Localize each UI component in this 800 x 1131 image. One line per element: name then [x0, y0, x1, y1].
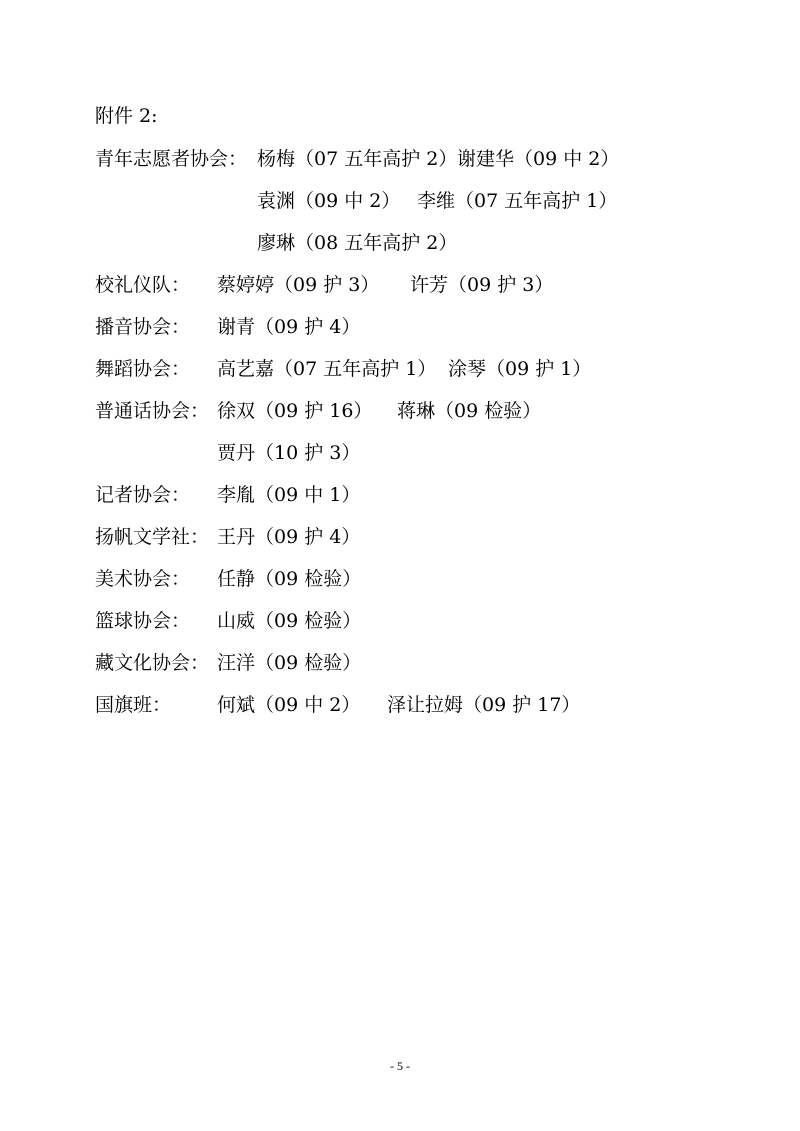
group-broadcasting	[95, 315, 735, 339]
group-fine-arts	[95, 567, 735, 591]
group-label: 青年志愿者协会：	[95, 148, 248, 170]
member: 许芳（09 护 3）	[410, 274, 554, 296]
group-literature-club	[95, 525, 735, 549]
member: 袁渊（09 中 2）	[257, 190, 401, 212]
member: 廖琳（08 五年高护 2）	[257, 232, 458, 254]
group-flag-guard	[95, 693, 735, 717]
group-journalists	[95, 483, 735, 507]
member: 贾丹（10 护 3）	[217, 442, 361, 464]
member: 任静（09 检验）	[217, 568, 362, 590]
group-tibetan-culture	[95, 651, 735, 675]
group-youth-volunteers-line-3	[95, 231, 735, 255]
page-number: - 5 -	[390, 1059, 410, 1073]
member: 谢青（09 护 4）	[217, 316, 361, 338]
group-label: 藏文化协会：	[95, 652, 210, 674]
member: 杨梅（07 五年高护 2）	[257, 148, 458, 170]
member: 王丹（09 护 4）	[217, 526, 361, 548]
attachment-title: 附件 2:	[95, 105, 158, 127]
group-youth-volunteers	[95, 147, 735, 171]
group-dance	[95, 357, 735, 381]
group-label: 记者协会：	[95, 484, 191, 506]
member: 泽让拉姆（09 护 17）	[387, 694, 581, 716]
group-label: 国旗班：	[95, 694, 172, 716]
group-etiquette-team	[95, 273, 735, 297]
group-label: 扬帆文学社：	[95, 526, 210, 548]
group-mandarin	[95, 399, 735, 423]
group-youth-volunteers-line-2	[95, 189, 735, 213]
group-basketball	[95, 609, 735, 633]
member: 蒋琳（09 检验）	[397, 400, 542, 422]
member: 李胤（09 中 1）	[217, 484, 361, 506]
member: 谢建华（09 中 2）	[457, 148, 620, 170]
group-mandarin-line-2	[95, 441, 735, 465]
group-label: 普通话协会：	[95, 400, 210, 422]
member: 何斌（09 中 2）	[217, 694, 361, 716]
member: 徐双（09 护 16）	[217, 400, 373, 422]
group-label: 美术协会：	[95, 568, 191, 590]
member: 蔡婷婷（09 护 3）	[217, 274, 380, 296]
group-label: 篮球协会：	[95, 610, 191, 632]
group-label: 舞蹈协会：	[95, 358, 191, 380]
member: 涂琴（09 护 1）	[448, 358, 592, 380]
member: 山威（09 检验）	[217, 610, 362, 632]
member: 汪洋（09 检验）	[217, 652, 362, 674]
group-label: 校礼仪队：	[95, 274, 191, 296]
group-label: 播音协会：	[95, 316, 191, 338]
member: 李维（07 五年高护 1）	[417, 190, 618, 212]
member: 高艺嘉（07 五年高护 1）	[217, 358, 437, 380]
